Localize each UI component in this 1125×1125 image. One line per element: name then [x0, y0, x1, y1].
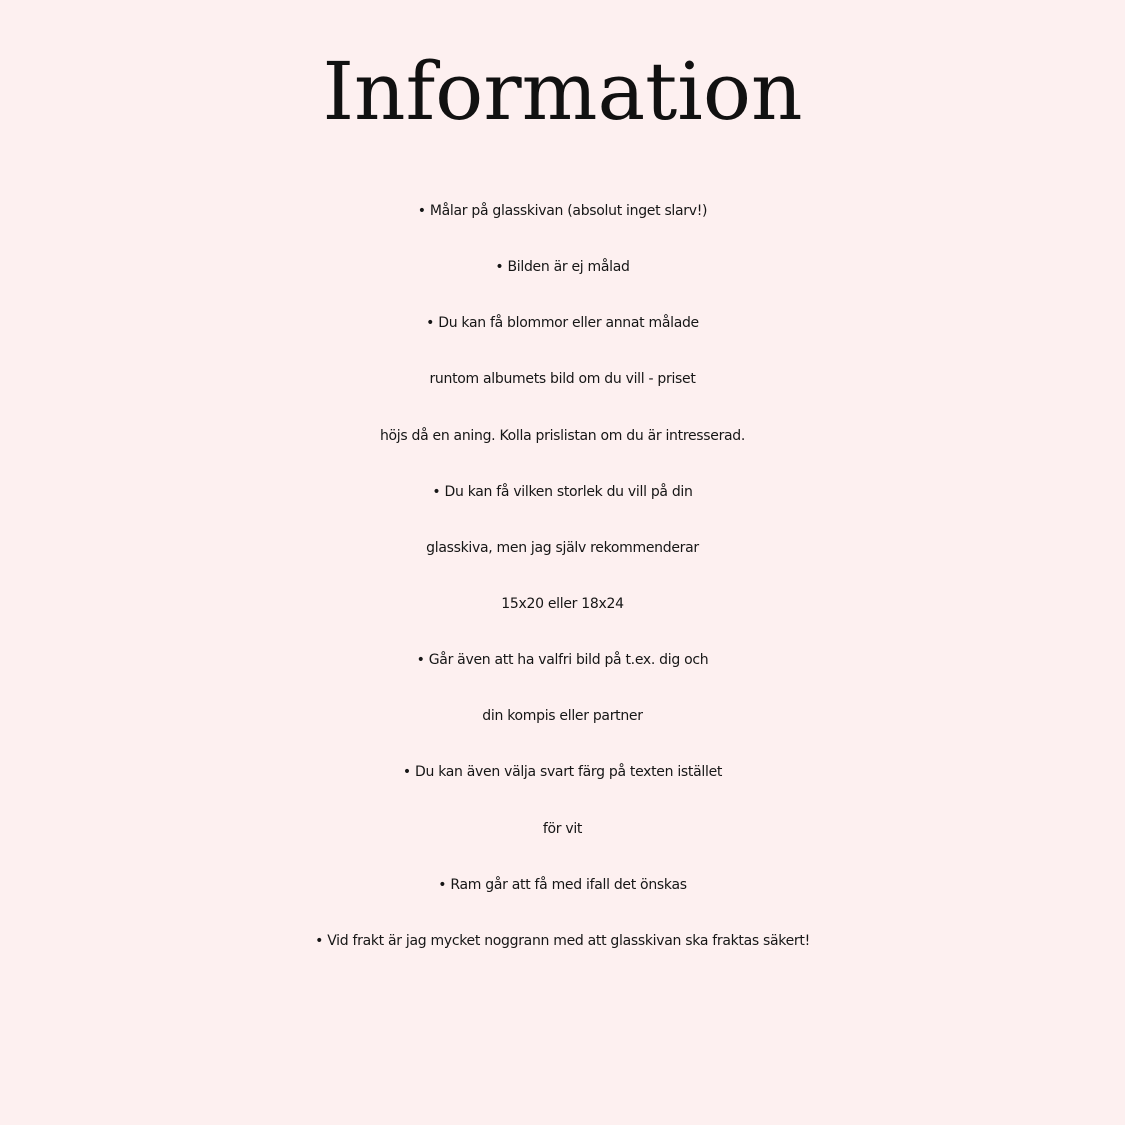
info-line: • Ram går att få med ifall det önskas	[438, 876, 687, 893]
info-line: för vit	[542, 820, 583, 837]
info-list	[0, 183, 1125, 969]
info-line: glasskiva, men jag själv rekommenderar	[426, 539, 699, 556]
info-line: • Målar på glasskivan (absolut inget slarv!)	[417, 203, 708, 219]
info-line: din kompis eller partner	[482, 708, 643, 725]
info-line: runtom albumets bild om du vill - priset	[429, 371, 696, 388]
info-line: • Går även att ha valfri bild på t.ex. dig och	[416, 652, 709, 669]
info-line: • Du kan även välja svart färg på texten istället	[402, 764, 723, 781]
info-line: • Vid frakt är jag mycket noggrann med att glasskivan ska fraktas säkert!	[315, 932, 810, 949]
page-title: Information	[322, 45, 803, 138]
info-line: • Bilden är ej målad	[495, 259, 630, 276]
info-line: 15x20 eller 18x24	[501, 595, 624, 612]
info-line: höjs då en aning. Kolla prislistan om du är intresserad.	[379, 427, 746, 444]
info-line: • Du kan få blommor eller annat målade	[426, 315, 699, 332]
info-line: • Du kan få vilken storlek du vill på din	[432, 483, 693, 500]
